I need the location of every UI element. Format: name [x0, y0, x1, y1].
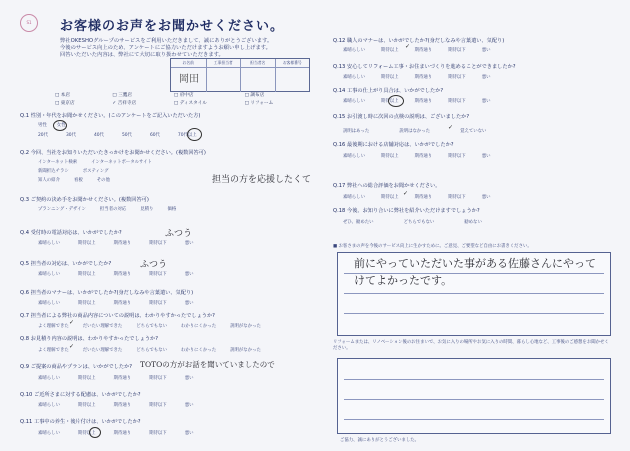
option[interactable]: 新聞折込チラシ	[38, 169, 69, 174]
divider	[344, 379, 604, 380]
option[interactable]: わかりにくかった	[180, 324, 217, 329]
option[interactable]: 期待以上	[77, 241, 96, 246]
question-text: 今後、お知り合いに弊社を紹介いただけますでしょうか?	[347, 208, 480, 214]
customer-name-field[interactable]: 岡田	[171, 67, 206, 92]
options-row	[343, 47, 491, 53]
selected-circle	[388, 95, 404, 107]
option[interactable]: 素晴らしい	[38, 301, 60, 306]
question-label	[333, 37, 504, 44]
selected-circle	[89, 427, 101, 438]
branch-option[interactable]: □ 三鷹店	[112, 93, 132, 98]
option[interactable]: 期待以上	[380, 154, 399, 159]
option[interactable]: 期待以上	[77, 301, 96, 306]
question-label	[20, 289, 193, 296]
question-id: Q.3	[20, 197, 30, 203]
box-empty-cell[interactable]	[206, 67, 241, 92]
box-col-label: お客様番号	[275, 59, 310, 67]
option[interactable]: 素晴らしい	[38, 403, 60, 408]
selected-circle	[187, 128, 202, 141]
question-label	[20, 312, 215, 319]
question-text: 担当者による弊社の商品内容についての説明は、わかりやすかったでしょうか?	[30, 313, 215, 319]
question-label	[20, 363, 132, 370]
option[interactable]: 女性	[56, 123, 66, 128]
option[interactable]: 期待通り	[414, 99, 433, 104]
option[interactable]: 見積り	[140, 207, 154, 212]
branch-selector	[55, 92, 305, 106]
option[interactable]: 70代以上	[177, 133, 197, 138]
option[interactable]: 期待以上	[77, 272, 96, 277]
option[interactable]: 素晴らしい	[38, 376, 60, 381]
option[interactable]: 期待以上	[380, 195, 399, 200]
branch-option[interactable]: □ 調布店	[244, 93, 265, 98]
box-empty-cell[interactable]	[275, 67, 310, 92]
question-text: 職人のマナーは、いかがでしたか?(身だしなみや言葉遣い、気配り)	[347, 38, 505, 44]
question-label	[20, 196, 149, 203]
question-text: ご提案の商品やプランは、いかがでしたか?	[30, 364, 133, 370]
options-row	[38, 240, 194, 246]
question-id: Q.4	[20, 230, 30, 236]
option[interactable]: 期待以上	[380, 99, 399, 104]
option[interactable]: 素晴らしい	[38, 431, 60, 436]
option[interactable]: 期待以上	[380, 75, 399, 80]
check-mark-icon: ✓	[448, 124, 454, 131]
question-text: 最後期における店舗対応は、いかがでしたか?	[347, 142, 454, 148]
comment-box[interactable]	[337, 252, 611, 336]
option[interactable]: 期待以下	[448, 195, 466, 200]
option[interactable]: 40代	[93, 133, 104, 138]
option[interactable]: 悪い	[184, 301, 194, 306]
handwritten-answer: ふつう	[140, 260, 168, 270]
handwritten-comment: 前にやっていただいた事がある佐藤さんにやって	[354, 257, 596, 270]
question-text: 担当者のマナーは、いかがでしたか?(身だしなみや言葉遣い、気配り)	[30, 290, 194, 296]
option[interactable]: ポスティング	[82, 169, 109, 174]
question-label	[333, 87, 443, 94]
option[interactable]: 期待以上	[77, 431, 96, 436]
option[interactable]: 悪い	[184, 431, 194, 436]
branch-option[interactable]: □ ディスタイル	[173, 101, 207, 106]
intro-line: 回答いただいた内容は、弊社にて大切に取り扱わせていただきます。	[60, 52, 224, 58]
branch-option[interactable]: ✓ 吉祥寺店	[112, 101, 137, 106]
options-row	[343, 219, 482, 225]
handwritten-answer: TOTOの方がお話を聞いていましたので	[140, 360, 275, 369]
question-text: 安心してリフォーム工事・お住まいづくりを進めることができましたか?	[347, 64, 516, 70]
question-text: 今回、当社をお知りいただいたきっかけをお聞かせください。(複数回答可)	[30, 150, 206, 156]
question-label	[333, 182, 440, 189]
option[interactable]: どちらでもない	[403, 220, 435, 225]
option[interactable]: 説明はあった	[343, 129, 370, 134]
option[interactable]: 説明がなかった	[230, 324, 261, 329]
options-row	[343, 153, 491, 159]
option[interactable]: インターネットポータルサイト	[91, 160, 152, 165]
option[interactable]: 期待通り	[113, 301, 132, 306]
option[interactable]: プランニング・デザイン	[38, 207, 86, 212]
divider	[344, 399, 604, 400]
option[interactable]: 素晴らしい	[343, 75, 365, 80]
question-label	[333, 63, 516, 70]
option[interactable]: 期待以上	[380, 48, 399, 53]
question-label	[20, 391, 141, 398]
customer-info-box	[170, 58, 310, 92]
question-text: ご近所さまに対する配慮は、いかがでしたか?	[34, 392, 141, 398]
option[interactable]: 悪い	[184, 272, 194, 277]
option[interactable]: 素晴らしい	[343, 154, 365, 159]
option[interactable]: その他	[96, 178, 110, 183]
question-text: お引渡し時に次回の点検の説明は、ございましたか?	[347, 114, 470, 120]
option[interactable]: どちらでもない	[136, 324, 167, 329]
options-row	[38, 375, 194, 381]
question-id: Q.1	[20, 113, 30, 119]
check-mark-icon: ✓	[405, 43, 411, 50]
option[interactable]: 勧めない	[464, 220, 482, 225]
options-row	[38, 206, 176, 212]
question-text: 弊社への総合評価をお聞かせください。	[347, 183, 441, 189]
divider	[344, 293, 604, 294]
option[interactable]: 期待以下	[448, 48, 466, 53]
option[interactable]: 期待以下	[149, 431, 167, 436]
question-label	[20, 112, 200, 119]
options-row	[38, 430, 194, 436]
options-row	[38, 168, 109, 174]
divider	[344, 419, 604, 420]
question-label	[333, 141, 454, 148]
option[interactable]: 60代	[149, 133, 160, 138]
option[interactable]: 期待通り	[113, 431, 132, 436]
question-label	[20, 260, 111, 267]
option[interactable]: 悪い	[184, 403, 194, 408]
option[interactable]: 期待以下	[448, 99, 466, 104]
question-label	[333, 113, 469, 120]
box-empty-cell[interactable]	[240, 67, 275, 92]
option[interactable]: 悪い	[481, 48, 491, 53]
selected-circle	[53, 120, 67, 131]
question-id: Q.11	[20, 419, 33, 425]
option[interactable]: だいたい理解できた	[82, 348, 123, 353]
option[interactable]: 素晴らしい	[38, 272, 60, 277]
option[interactable]: 期待以下	[149, 241, 167, 246]
question-label	[20, 149, 206, 156]
question-id: Q.16	[333, 142, 346, 148]
option[interactable]: 期待以下	[149, 403, 167, 408]
question-id: Q.7	[20, 313, 30, 319]
options-row	[343, 98, 491, 104]
option[interactable]: 素晴らしい	[343, 195, 365, 200]
intro-line: 今後のサービス向上のため、アンケートにご協力いただけますようお願い申し上げます。	[60, 45, 271, 51]
check-mark-icon: ✓	[69, 319, 75, 326]
option[interactable]: 期待以下	[448, 154, 466, 159]
option[interactable]: 期待以下	[149, 301, 167, 306]
branch-option[interactable]: □ リフォーム	[244, 101, 274, 106]
options-row	[38, 300, 194, 306]
branch-option[interactable]: □ 府中店	[173, 93, 194, 98]
question-id: Q.14	[333, 88, 346, 94]
question-text: お見積り内容の説明は、わかりやすかったでしょうか?	[30, 336, 158, 342]
branch-option[interactable]: □ 本店	[55, 93, 70, 98]
question-label	[20, 335, 158, 342]
stamp-badge: S1	[20, 14, 38, 32]
question-label	[333, 207, 480, 214]
box-col-label: 担当者名	[240, 59, 275, 67]
option[interactable]: 素晴らしい	[343, 48, 365, 53]
handwritten-comment: けてよかったです。	[354, 274, 453, 287]
question-id: Q.18	[333, 208, 346, 214]
option[interactable]: 期待通り	[113, 272, 132, 277]
question-text: 性別・年代をお聞かせください。(このアンケートをご記入いただいた方)	[30, 113, 201, 119]
option[interactable]: どちらでもない	[136, 348, 167, 353]
option[interactable]: 期待通り	[113, 403, 132, 408]
question-id: Q.2	[20, 150, 30, 156]
question-id: Q.9	[20, 364, 30, 370]
option[interactable]: 悪い	[184, 241, 194, 246]
option[interactable]: 悪い	[481, 154, 491, 159]
options-row	[38, 177, 110, 183]
option[interactable]: よく理解できた	[38, 324, 69, 329]
option[interactable]: 期待以上	[77, 376, 96, 381]
options-row	[343, 74, 491, 80]
option[interactable]: 期待以下	[448, 75, 466, 80]
question-text: 工事の仕上がり具合は、いかがでしたか?	[347, 88, 444, 94]
options-row	[38, 402, 194, 408]
option[interactable]: ぜひ、勧めたい	[343, 220, 374, 225]
divider	[344, 313, 604, 314]
option[interactable]: 期待通り	[113, 241, 132, 246]
intro-line: 弊社OKESHOグループのサービスをご利用いただきまして、誠にありがとうございます。	[60, 38, 273, 44]
question-id: Q.15	[333, 114, 346, 120]
option[interactable]: 30代	[65, 133, 76, 138]
option[interactable]: 期待通り	[414, 75, 433, 80]
option[interactable]: だいたい理解できた	[82, 324, 123, 329]
option[interactable]: インターネット検索	[38, 160, 78, 165]
comment-label: リフォームまたは、リノベーション後のお住まいで、お気に入りの場所やお気に入りの時間、暮らし心地など、工事後のご感想をお聞かせください。	[333, 340, 609, 351]
option[interactable]: 悪い	[481, 75, 491, 80]
option[interactable]: 期待以下	[149, 272, 167, 277]
question-text: 工事中の养生・後片付けは、いかがでしたか?	[34, 419, 141, 425]
option[interactable]: 素晴らしい	[38, 241, 60, 246]
question-text: 受付時の電話対応は、いかがでしたか?	[30, 230, 122, 236]
question-id: Q.12	[333, 38, 346, 44]
check-mark-icon: ✓	[69, 343, 75, 350]
option[interactable]: 覚えていない	[460, 129, 487, 134]
question-id: Q.13	[333, 64, 346, 70]
check-mark-icon: ✓	[403, 190, 409, 197]
option[interactable]: 期待通り	[113, 376, 132, 381]
option[interactable]: よく理解できた	[38, 348, 69, 353]
branch-option[interactable]: □ 東京店	[55, 101, 75, 106]
option[interactable]: 期待以下	[149, 376, 167, 381]
option[interactable]: 期待以上	[77, 403, 96, 408]
option[interactable]: 20代	[38, 133, 48, 138]
comment-label: ■ お客さまの声を今後のサービス向上に生かすために。ご意見、ご要望など自由にお書きください。	[333, 244, 532, 249]
box-col-label: お名前	[182, 60, 194, 65]
option[interactable]: 悪い	[481, 99, 491, 104]
option[interactable]: 50代	[121, 133, 132, 138]
option[interactable]: 期待通り	[414, 195, 433, 200]
question-label	[20, 229, 122, 236]
box-col-label: 工事担当者	[206, 59, 241, 67]
question-id: Q.17	[333, 183, 346, 189]
question-id: Q.8	[20, 336, 30, 342]
option[interactable]: 説明がなかった	[230, 348, 261, 353]
footer-text: ご協力、誠にありがとうございました。	[340, 438, 420, 443]
option[interactable]: 看板	[73, 178, 83, 183]
option[interactable]: 説明はなかった	[399, 129, 431, 134]
option[interactable]: 価格	[167, 207, 177, 212]
question-text: 担当者の対応は、いかがでしたか?	[30, 261, 112, 267]
option[interactable]: わかりにくかった	[180, 348, 217, 353]
option[interactable]: 知人の紹介	[38, 178, 60, 183]
options-row	[343, 194, 491, 200]
intro-text	[60, 38, 272, 59]
options-row	[38, 271, 194, 277]
comment-box[interactable]	[337, 358, 611, 434]
question-id: Q.10	[20, 392, 33, 398]
handwritten-answer: ふつう	[165, 229, 193, 239]
question-label	[20, 418, 141, 425]
option[interactable]: 期待通り	[414, 48, 433, 53]
question-id: Q.5	[20, 261, 30, 267]
option[interactable]: 担当者の対応	[99, 207, 127, 212]
options-row	[38, 159, 152, 165]
question-text: ご契約の決め手をお聞かせください。(複数回答可)	[30, 197, 149, 203]
option[interactable]: 男性	[38, 123, 47, 128]
options-row	[343, 128, 486, 134]
options-row	[38, 132, 197, 138]
page-title: お客様のお声をお聞かせください。	[60, 19, 285, 34]
option[interactable]: 悪い	[481, 195, 491, 200]
question-id: Q.6	[20, 290, 30, 296]
option[interactable]: 期待通り	[414, 154, 433, 159]
handwritten-answer: 担当の方を応援したくて	[212, 175, 312, 185]
option[interactable]: 悪い	[184, 376, 194, 381]
option[interactable]: 素晴らしい	[343, 99, 365, 104]
